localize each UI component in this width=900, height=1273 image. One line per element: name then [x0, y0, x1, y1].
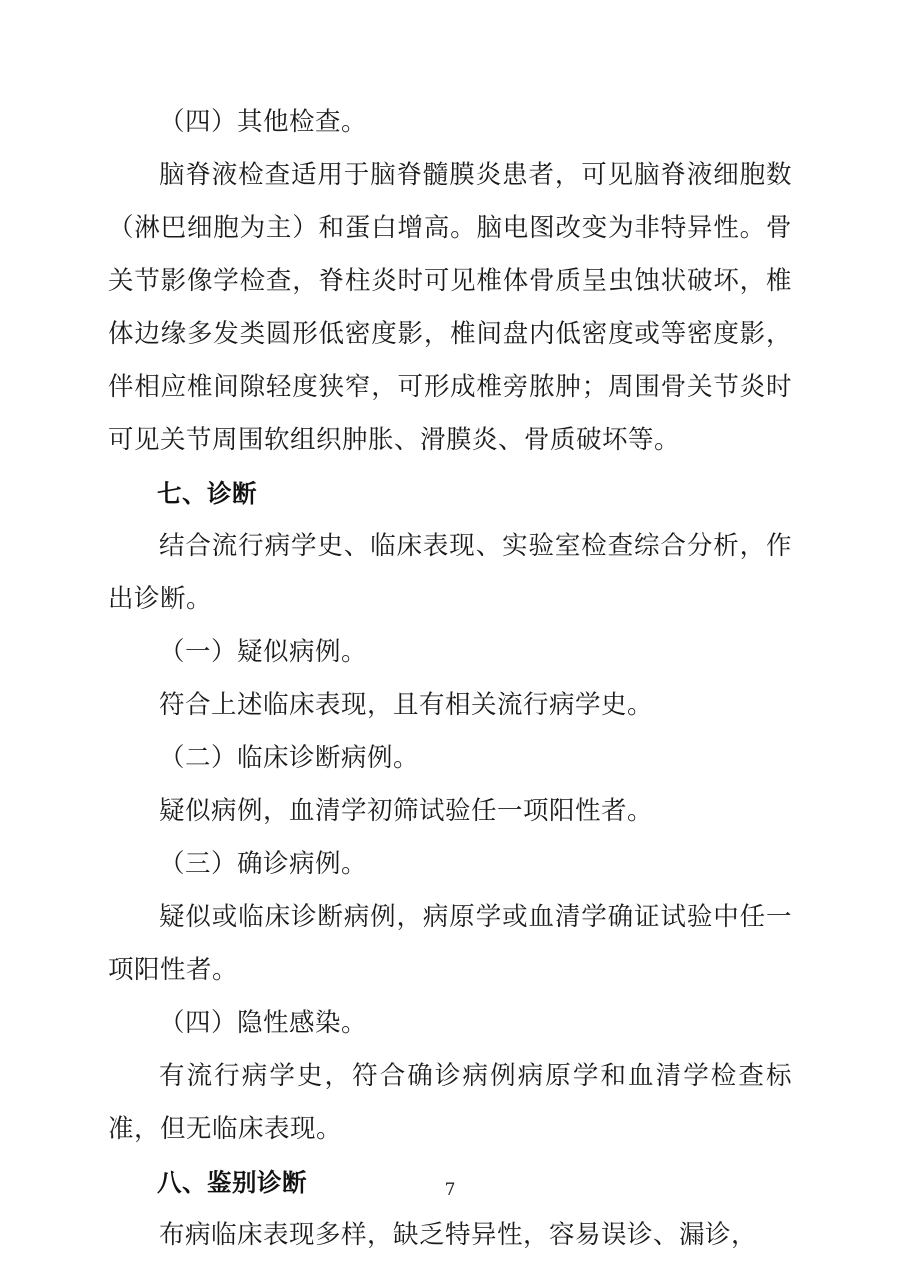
section-heading-eight: 八、鉴别诊断: [157, 1168, 307, 1197]
body-paragraph: 有流行病学史，符合确诊病例病原学和血清学检查标准，但无临床表现。: [108, 1061, 792, 1144]
section-subheading: （四）其他检查。: [159, 107, 368, 137]
section-heading-seven: 七、诊断: [157, 479, 257, 508]
body-paragraph: 脑脊液检查适用于脑脊髓膜炎患者，可见脑脊液细胞数（淋巴细胞为主）和蛋白增高。脑电图改变为非特异性。骨关节影像学检查，脊柱炎时可见椎体骨质呈虫蚀状破坏，椎体边缘多发类圆形低密度影，椎间盘内低密度或等密度影，伴相应椎间隙轻度狭窄，可形成椎旁脓肿；周围骨关节炎时可见关节周围软组织肿胀、滑膜炎、骨质破坏等。: [108, 160, 792, 455]
section-subheading: （一）疑似病例。: [159, 637, 368, 667]
section-subheading: （三）确诊病例。: [159, 849, 368, 879]
page-number: 7: [444, 1180, 456, 1200]
section-subheading: （四）隐性感染。: [159, 1008, 368, 1038]
body-paragraph: 结合流行病学史、临床表现、实验室检查综合分析，作出诊断。: [108, 531, 792, 614]
body-paragraph: 符合上述临床表现，且有相关流行病学史。: [159, 690, 654, 720]
body-paragraph: 布病临床表现多样，缺乏特异性，容易误诊、漏诊，: [159, 1220, 758, 1250]
document-body: [108, 96, 792, 1262]
section-subheading: （二）临床诊断病例。: [159, 743, 420, 773]
body-paragraph: 疑似或临床诊断病例，病原学或血清学确证试验中任一项阳性者。: [108, 902, 792, 985]
body-paragraph: 疑似病例，血清学初筛试验任一项阳性者。: [159, 796, 654, 826]
